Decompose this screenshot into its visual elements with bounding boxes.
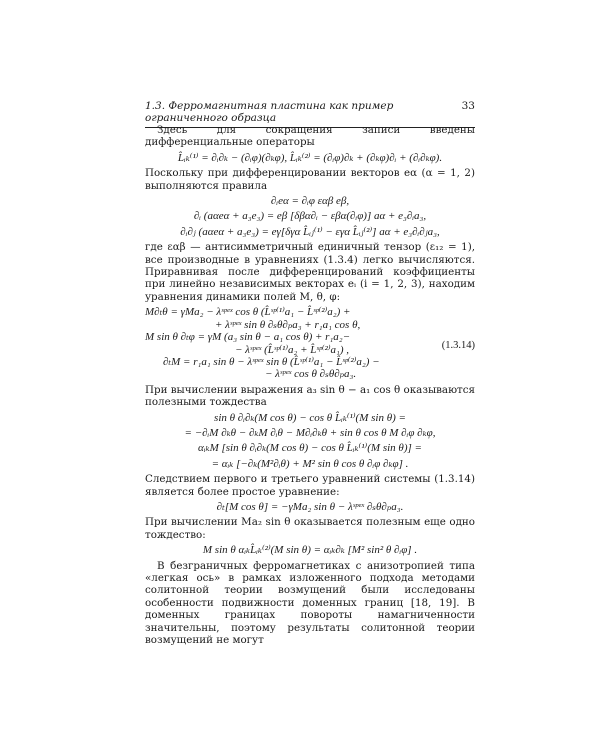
formula-another-identity: M sin θ αᵢₖL̂ᵢₖ⁽²⁾(M sin θ) = αᵢₖ∂ₖ [M² sin² θ ∂ᵢφ] . <box>202 544 418 557</box>
system-line-2: + λˢᵖᵉˣ sin θ ∂ₛθ∂ₚa₃ + r₁a₁ cos θ, <box>215 318 361 331</box>
paragraph-another-identity: При вычислении Ma₂ sin θ оказывается полезным еще одно тождество: <box>145 516 475 541</box>
paragraph-domain-walls: В безграничных ферромагнетиках с анизотропией типа «легкая ось» в рамках изложенного подхода методами солитонной теории возмущений были исследованы особенности подвижности доменных границ [18, 19]. В доменных границах повороты намагниченности значительны, поэтому результаты солитонной теории возмущений не могут <box>145 559 475 647</box>
paragraph-consequence: Следствием первого и третьего уравнений системы (1.3.14) является более простое уравнение: <box>145 473 475 498</box>
identity-line-2: = −∂ᵢM ∂ₖθ − ∂ₖM ∂ᵢθ − M∂ᵢ∂ₖθ + sin θ cos θ M ∂ᵢφ ∂ₖφ, <box>184 426 436 439</box>
identity-line-1: sin θ ∂ᵢ∂ₖ(M cos θ) − cos θ L̂ᵢₖ⁽¹⁾(M sin θ) = <box>214 411 406 424</box>
paragraph-tensor: где εαβ — антисимметричный единичный тензор (ε₁₂ = 1), все производные в уравнениях (1.3.4) легко вычисляются. Приравнивая после дифференцирований коэффициенты при линейно независимых векторах eᵢ (i = 1, 2, 3), находим уравнения динамики полей M, θ, φ: <box>145 241 475 303</box>
page-body <box>145 124 475 646</box>
system-line-6: − λˢᵖᵉˣ cos θ ∂ₛθ∂ₚa₃. <box>265 368 357 381</box>
paragraph-identities-intro: При вычислении выражения a₃ sin θ − a₁ cos θ оказываются полезными тождества <box>145 383 475 409</box>
formula-consequence: ∂ₜ[M cos θ] = −γMa₂ sin θ − λˢᵖᵉˣ ∂ₛθ∂ₚa₃. <box>216 500 404 513</box>
system-line-1: M∂ₜθ = γMa₂ − λˢᵖᵉˣ cos θ (L̂ˢᵖ⁽¹⁾a₁ − L̂ˢᵖ⁽²⁾a₂) + <box>145 306 351 319</box>
formula-rule-2: ∂ᵢ (aαeα + a₃e₃) = eβ [δβα∂ᵢ − εβα(∂ᵢφ)] aα + e₃∂ᵢa₃, <box>193 210 427 223</box>
system-line-3: M sin θ ∂ₜφ = γM (a₃ sin θ − a₁ cos θ) + r₁a₂− <box>145 331 351 344</box>
identity-line-4: = αᵢₖ [−∂ₖ(M²∂ᵢθ) + M² sin θ cos θ ∂ᵢφ ∂ₖφ] . <box>211 457 409 470</box>
paragraph-operators-intro: Здесь для сокращения записи введены дифференциальные операторы <box>145 124 475 149</box>
formula-operators: L̂ᵢₖ⁽¹⁾ = ∂ᵢ∂ₖ − (∂ᵢφ)(∂ₖφ), L̂ᵢₖ⁽²⁾ = (∂ᵢφ)∂ₖ + (∂ₖφ)∂ᵢ + (∂ᵢ∂ₖφ). <box>177 151 443 164</box>
running-title: 1.3. Ферромагнитная пластина как пример ограниченного образца <box>145 100 394 124</box>
page-number: 33 <box>461 100 475 112</box>
equation-system-1-3-14 <box>145 306 475 380</box>
system-line-4: − λˢᵖᵉˣ (L̂ˢᵖ⁽¹⁾a₂ + L̂ˢᵖ⁽²⁾a₁) , <box>235 343 350 356</box>
identity-line-3: αᵢₖM [sin θ ∂ᵢ∂ₖ(M cos θ) − cos θ L̂ᵢₖ⁽¹⁾(M sin θ)] = <box>198 442 422 455</box>
system-line-5: ∂ₜM = r₁a₁ sin θ − λˢᵖᵉˣ sin θ (L̂ˢᵖ⁽¹⁾a₁ − L̂ˢᵖ⁽²⁾a₂) − <box>163 355 380 368</box>
formula-rule-1: ∂ᵢeα = ∂ᵢφ εαβ eβ, <box>270 195 350 208</box>
equation-number: (1.3.14) <box>441 340 475 352</box>
paragraph-differentiation-rules: Поскольку при дифференцировании векторов eα (α = 1, 2) выполняются правила <box>145 167 475 192</box>
formula-rule-3: ∂ᵢ∂ⱼ (aαeα + a₃e₃) = eγ[δγα L̂ᵢⱼ⁽¹⁾ − εγα L̂ᵢⱼ⁽²⁾] aα + e₃∂ᵢ∂ⱼa₃, <box>180 225 440 238</box>
